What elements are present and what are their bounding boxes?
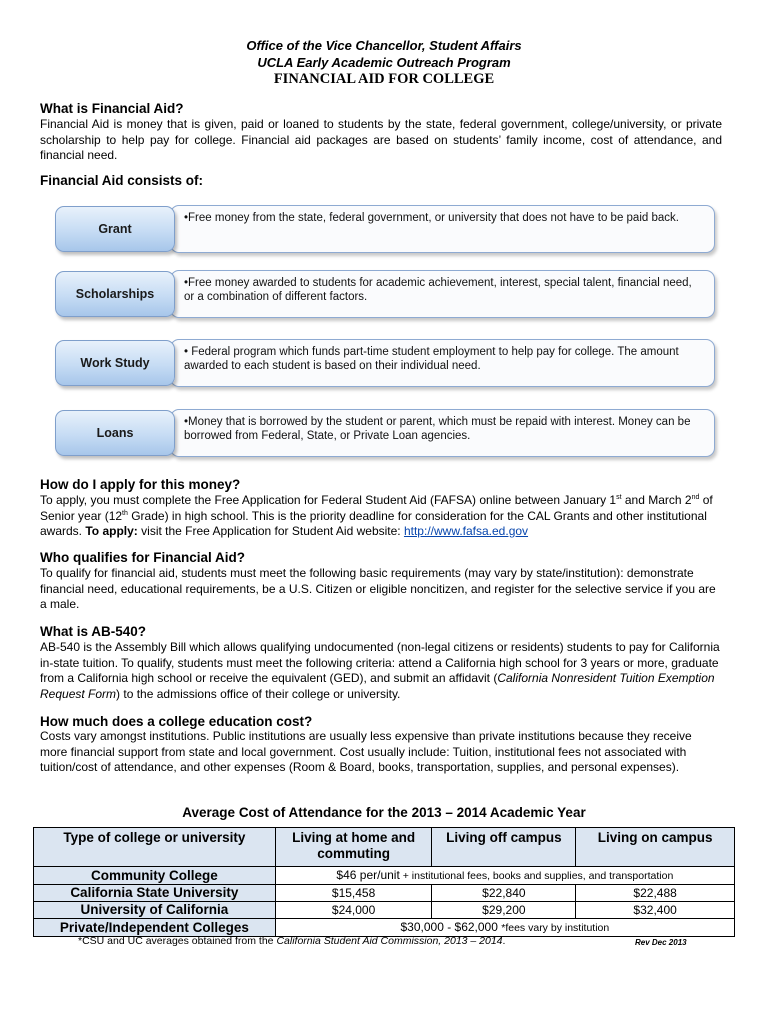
apply-text: To apply, you must complete the Free Application for Federal Student Aid (FAFSA) online between January 1st and March 2nd of Senior year (12th Grade) in high school. This is the priority deadline for consideration for the CAL Grants and other institutional awards. To apply: visit the Free Application for Student Aid website: http://www.fafsa.ed.gov bbox=[40, 493, 713, 538]
ab540-text: AB-540 is the Assembly Bill which allows qualifying undocumented (non-legal citizens or residents) students to pay for California in-state tuition. To qualify, students must meet the following criteria: attend a California high school for 3 years or more, graduate from a California high school or receive the equivalent (GED), and submit an affidavit (California Nonresident Tuition Exemption Request Form) to the admissions office of their college or university. bbox=[40, 640, 720, 701]
table-cell: $22,488 bbox=[576, 885, 735, 902]
what-is-aid-text: Financial Aid is money that is given, paid or loaned to students by the state, federal government, college/university, or private scholarship to help pay for college. Financial aid packages are based on students’ family income, cost of attendance, and financial need. bbox=[40, 117, 722, 162]
aid-type-grant bbox=[55, 205, 717, 257]
row-label: California State University bbox=[34, 885, 276, 902]
aid-label: Work Study bbox=[55, 340, 175, 386]
row-label: University of California bbox=[34, 902, 276, 919]
section-heading-what-is-aid: What is Financial Aid? bbox=[40, 101, 184, 116]
fafsa-link[interactable]: http://www.fafsa.ed.gov bbox=[403, 524, 529, 538]
section-heading-cost: How much does a college education cost? bbox=[40, 714, 313, 729]
aid-label: Scholarships bbox=[55, 271, 175, 317]
table-cell: $24,000 bbox=[275, 902, 432, 919]
table-header-cell: Living off campus bbox=[432, 828, 576, 867]
section-heading-qualifies: Who qualifies for Financial Aid? bbox=[40, 550, 246, 565]
qualifies-text: To qualify for financial aid, students must meet the following basic requirements (may vary by state/institution): demonstrate financial need, educational requirements, be a U.S. Citizen or eligible noncitizen, and register for the selective service if you are a male. bbox=[40, 566, 716, 611]
aid-label: Grant bbox=[55, 206, 175, 252]
aid-description: •Free money awarded to students for academic achievement, interest, special talent, financial need, or a combination of different factors. bbox=[184, 277, 692, 303]
aid-description-box bbox=[170, 270, 715, 318]
aid-description-box bbox=[170, 205, 715, 253]
aid-description-box bbox=[170, 339, 715, 387]
cost-table bbox=[33, 827, 735, 937]
table-header-cell: Living at home and commuting bbox=[275, 828, 432, 867]
section-heading-apply: How do I apply for this money? bbox=[40, 477, 241, 492]
aid-description: •Free money from the state, federal government, or university that does not have to be paid back. bbox=[184, 212, 679, 224]
table-cell: $29,200 bbox=[432, 902, 576, 919]
row-label: Private/Independent Colleges bbox=[34, 919, 276, 937]
row-label: Community College bbox=[34, 867, 276, 885]
aid-type-loans bbox=[55, 409, 717, 461]
table-header-row bbox=[34, 828, 735, 867]
aid-type-scholarships bbox=[55, 270, 717, 322]
table-row bbox=[34, 902, 735, 919]
cost-table-title: Average Cost of Attendance for the 2013 – 2014 Academic Year bbox=[182, 805, 586, 820]
table-cell: $30,000 - $62,000 *fees vary by institution bbox=[275, 919, 734, 937]
table-row bbox=[34, 867, 735, 885]
table-cell: $22,840 bbox=[432, 885, 576, 902]
table-cell: $32,400 bbox=[576, 902, 735, 919]
table-header-cell: Type of college or university bbox=[34, 828, 276, 867]
program-title: UCLA Early Academic Outreach Program bbox=[257, 55, 511, 70]
section-heading-ab540: What is AB-540? bbox=[40, 624, 147, 639]
aid-description-box bbox=[170, 409, 715, 457]
table-row bbox=[34, 885, 735, 902]
section-heading-consists: Financial Aid consists of: bbox=[40, 173, 204, 188]
table-header-cell: Living on campus bbox=[576, 828, 735, 867]
table-cell: $15,458 bbox=[275, 885, 432, 902]
table-row bbox=[34, 919, 735, 937]
aid-label: Loans bbox=[55, 410, 175, 456]
footnote: *CSU and UC averages obtained from the California Student Aid Commission, 2013 – 2014. bbox=[78, 935, 506, 947]
aid-type-work-study bbox=[55, 339, 717, 391]
revision-date: Rev Dec 2013 bbox=[635, 938, 687, 947]
table-cell: $46 per/unit + institutional fees, books and supplies, and transportation bbox=[275, 867, 734, 885]
document-title: FINANCIAL AID FOR COLLEGE bbox=[273, 71, 495, 87]
office-title: Office of the Vice Chancellor, Student Affairs bbox=[246, 38, 522, 53]
aid-description: •Money that is borrowed by the student or parent, which must be repaid with interest. Money can be borrowed from Federal, State, or Private Loan agencies. bbox=[184, 416, 691, 442]
cost-text: Costs vary amongst institutions. Public institutions are usually less expensive than private institutions because they receive more financial support from state and local government. Cost usually include: Tuition, institutional fees not associated with tuition/cost of attendance, and other expenses (Room & Board, books, transportation, supplies, and personal expenses). bbox=[40, 729, 692, 774]
aid-description: • Federal program which funds part-time student employment to help pay for college. The amount awarded to each student is based on their individual need. bbox=[184, 346, 679, 372]
